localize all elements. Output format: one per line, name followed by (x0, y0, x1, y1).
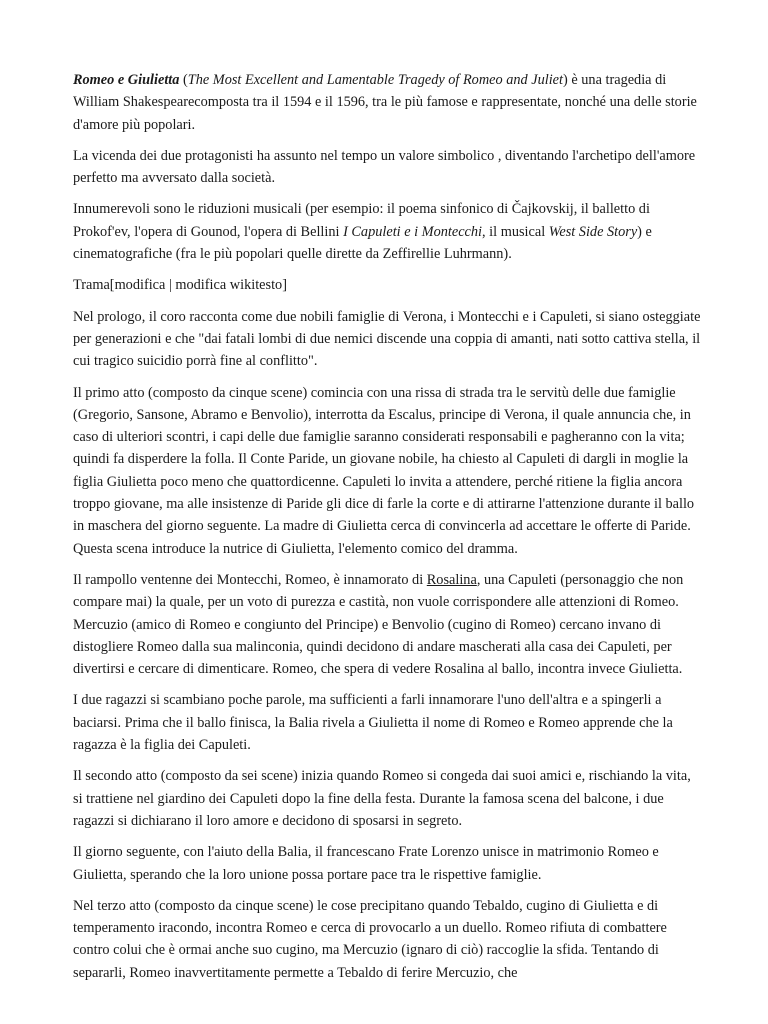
act-two-paragraph: Il secondo atto (composto da sei scene) inizia quando Romeo si congeda dai suoi amici e, rischiando la vita, si trattiene nel giardino dei Capuleti dopo la fine della festa. Durante la famosa scena del balcone, i due ragazzi si dichiarano il loro amore e decidono di sposarsi in segreto. (73, 768, 691, 829)
musical-title: West Side Story (548, 223, 638, 240)
section-heading-trama: Trama[modifica | modifica wikitesto] (73, 277, 287, 294)
intro-paragraph (73, 69, 703, 136)
prologue-paragraph: Nel prologo, il coro racconta come due nobili famiglie di Verona, i Montecchi e i Capuleti, si siano osteggiate per generazioni e che "dai fatali lombi di due nemici discende una coppia di amanti, nati sotto cattiva stella, il cui tragico suicidio porrà fine al conflitto". (73, 308, 701, 370)
document-page (73, 69, 703, 993)
adaptations-text-c: ) e cinematografiche (fra le più popolari quelle dirette da Zeffirellie Luhrmann). (73, 223, 652, 263)
meeting-paragraph: I due ragazzi si scambiano poche parole, ma sufficienti a farli innamorare l'uno dell'altra e a spingerli a baciarsi. Prima che il ballo finisca, la Balia rivela a Giulietta il nome di Romeo e Romeo apprende che la ragazza è la figlia dei Capuleti. (73, 692, 673, 754)
romeo-text-a: Il rampollo ventenne dei Montecchi, Romeo, è innamorato di (73, 571, 427, 588)
adaptations-text-b: , il musical (482, 223, 549, 240)
work-full-title: The Most Excellent and Lamentable Tragedy of Romeo and Juliet (187, 72, 564, 88)
adaptations-paragraph (73, 198, 703, 265)
act-one-paragraph: Il primo atto (composto da cinque scene) comincia con una rissa di strada tra le servitù delle due famiglie (Gregorio, Sansone, Abramo e Benvolio), interrotta da Escalus, principe di Verona, il quale annuncia che, in caso di ulteriori scontri, i capi delle due famiglie saranno considerati responsabili e pagheranno con la vita; quindi fa disperdere la folla. Il Conte Paride, un giovane nobile, ha chiesto al Capuleti di dargli in moglie la figlia Giulietta poco meno che quattordicenne. Capuleti lo invita a attendere, perché ritiene la figlia ancora troppo giovane, ma alle insistenze di Paride gli dice di farle la corte e di attirarne l'attenzione durante il ballo in maschera del giorno seguente. La madre di Giulietta cerca di convincerla ad accettare le offerte di Paride. Questa scena introduce la nutrice di Giulietta, l'elemento comico del dramma. (73, 384, 695, 557)
opera-title: I Capuleti e i Montecchi (343, 223, 483, 240)
wedding-paragraph: Il giorno seguente, con l'aiuto della Balia, il francescano Frate Lorenzo unisce in matrimonio Romeo e Giulietta, sperando che la loro unione possa portare pace tra le rispettive famiglie. (73, 844, 659, 883)
symbol-paragraph: La vicenda dei due protagonisti ha assunto nel tempo un valore simbolico , diventando l'archetipo dell'amore perfetto ma avversato dalla società. (73, 147, 696, 187)
act-three-paragraph: Nel terzo atto (composto da cinque scene) le cose precipitano quando Tebaldo, cugino di Giulietta e di temperamento iracondo, incontra Romeo e cerca di provocarlo a un duello. Romeo rifiuta di combattere contro colui che è ormai anche suo cugino, ma Mercuzio (ignaro di ciò) raccoglie la sfida. Tentando di separarli, Romeo inavvertitamente permette a Tebaldo di ferire Mercuzio, che (73, 897, 667, 981)
adaptations-text-a: Innumerevoli sono le riduzioni musicali (per esempio: il poema sinfonico di Čajkovskij, il balletto di Prokof'ev, l'opera di Gounod, l'opera di Bellini (73, 201, 650, 240)
intro-paren-open: ( (179, 72, 188, 88)
rosalina-link[interactable]: Rosalina (426, 571, 477, 588)
intro-rest: ) è una tragedia di William Shakespearecomposta tra il 1594 e il 1596, tra le più famose e rappresentate, nonché una delle storie d'amore più popolari. (73, 72, 697, 133)
romeo-paragraph (73, 569, 703, 680)
romeo-text-b: , una Capuleti (personaggio che non compare mai) la quale, per un voto di purezza e castità, non vuole corrispondere alle attenzioni di Romeo. Mercuzio (amico di Romeo e congiunto del Principe) e Benvolio (cugino di Romeo) cercano invano di distogliere Romeo dalla sua malinconia, quindi decidono di andare mascherati alla casa dei Capuleti, per divertirsi e cercare di dimenticare. Romeo, che spera di vedere Rosalina al ballo, incontra invece Giulietta. (73, 571, 684, 678)
work-title: Romeo e Giulietta (73, 72, 180, 88)
